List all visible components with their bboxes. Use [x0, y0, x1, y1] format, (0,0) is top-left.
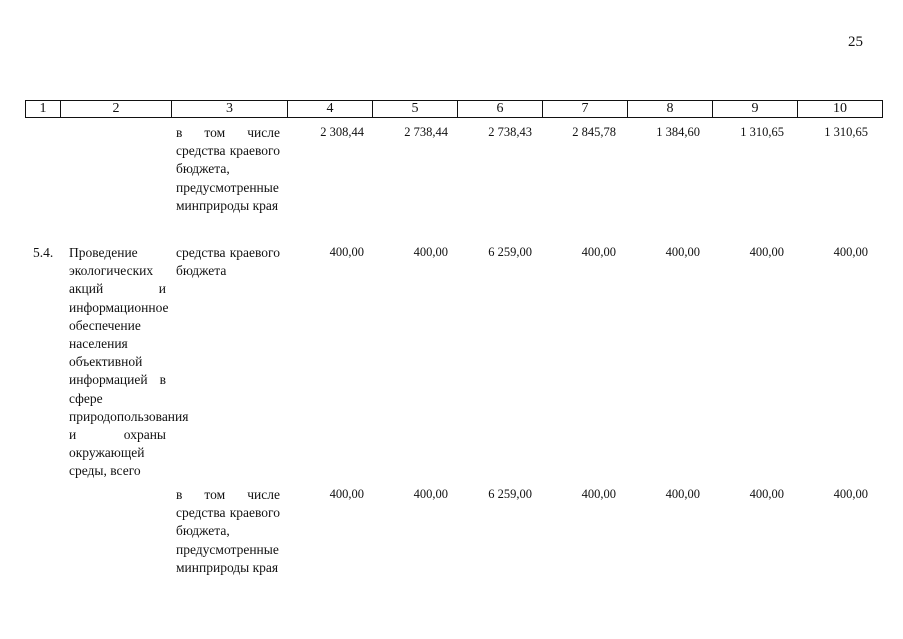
value-col-10: 400,00 — [833, 487, 868, 501]
measure-name-cell: Проведение экологических акций и информационное обеспечение населения объективной информацией в сфере природопользования и охраны окружающей среды, всего — [69, 245, 189, 479]
value-col-9: 1 310,65 — [740, 125, 784, 139]
header-col-6: 6 — [458, 101, 543, 118]
value-col-9: 400,00 — [749, 245, 784, 259]
value-col-4: 400,00 — [329, 245, 364, 259]
value-col-6: 6 259,00 — [488, 245, 532, 259]
value-col-5: 400,00 — [413, 245, 448, 259]
value-col-6: 6 259,00 — [488, 487, 532, 501]
value-col-9: 400,00 — [749, 487, 784, 501]
value-col-5: 2 738,44 — [404, 125, 448, 139]
value-col-7: 400,00 — [581, 487, 616, 501]
value-col-8: 400,00 — [665, 487, 700, 501]
header-col-1: 1 — [26, 101, 61, 118]
header-col-3: 3 — [172, 101, 288, 118]
value-col-8: 400,00 — [665, 245, 700, 259]
column-number-header — [25, 100, 883, 118]
value-col-4: 400,00 — [329, 487, 364, 501]
funding-source-cell: в том числе средства краевого бюджета, предусмотренные минприроды края — [176, 487, 280, 575]
header-col-2: 2 — [61, 101, 172, 118]
funding-source-cell: в том числе средства краевого бюджета, предусмотренные минприроды края — [176, 125, 280, 213]
header-col-9: 9 — [713, 101, 798, 118]
header-col-8: 8 — [628, 101, 713, 118]
header-col-7: 7 — [543, 101, 628, 118]
value-col-5: 400,00 — [413, 487, 448, 501]
value-col-10: 400,00 — [833, 245, 868, 259]
header-col-5: 5 — [373, 101, 458, 118]
page-number: 25 — [848, 34, 863, 50]
header-col-10: 10 — [798, 101, 883, 118]
value-col-10: 1 310,65 — [824, 125, 868, 139]
header-col-4: 4 — [288, 101, 373, 118]
value-col-7: 2 845,78 — [572, 125, 616, 139]
value-col-7: 400,00 — [581, 245, 616, 259]
value-col-4: 2 308,44 — [320, 125, 364, 139]
value-col-8: 1 384,60 — [656, 125, 700, 139]
row-number: 5.4. — [33, 245, 54, 260]
funding-source-cell: средства краевого бюджета — [176, 245, 280, 279]
value-col-6: 2 738,43 — [488, 125, 532, 139]
